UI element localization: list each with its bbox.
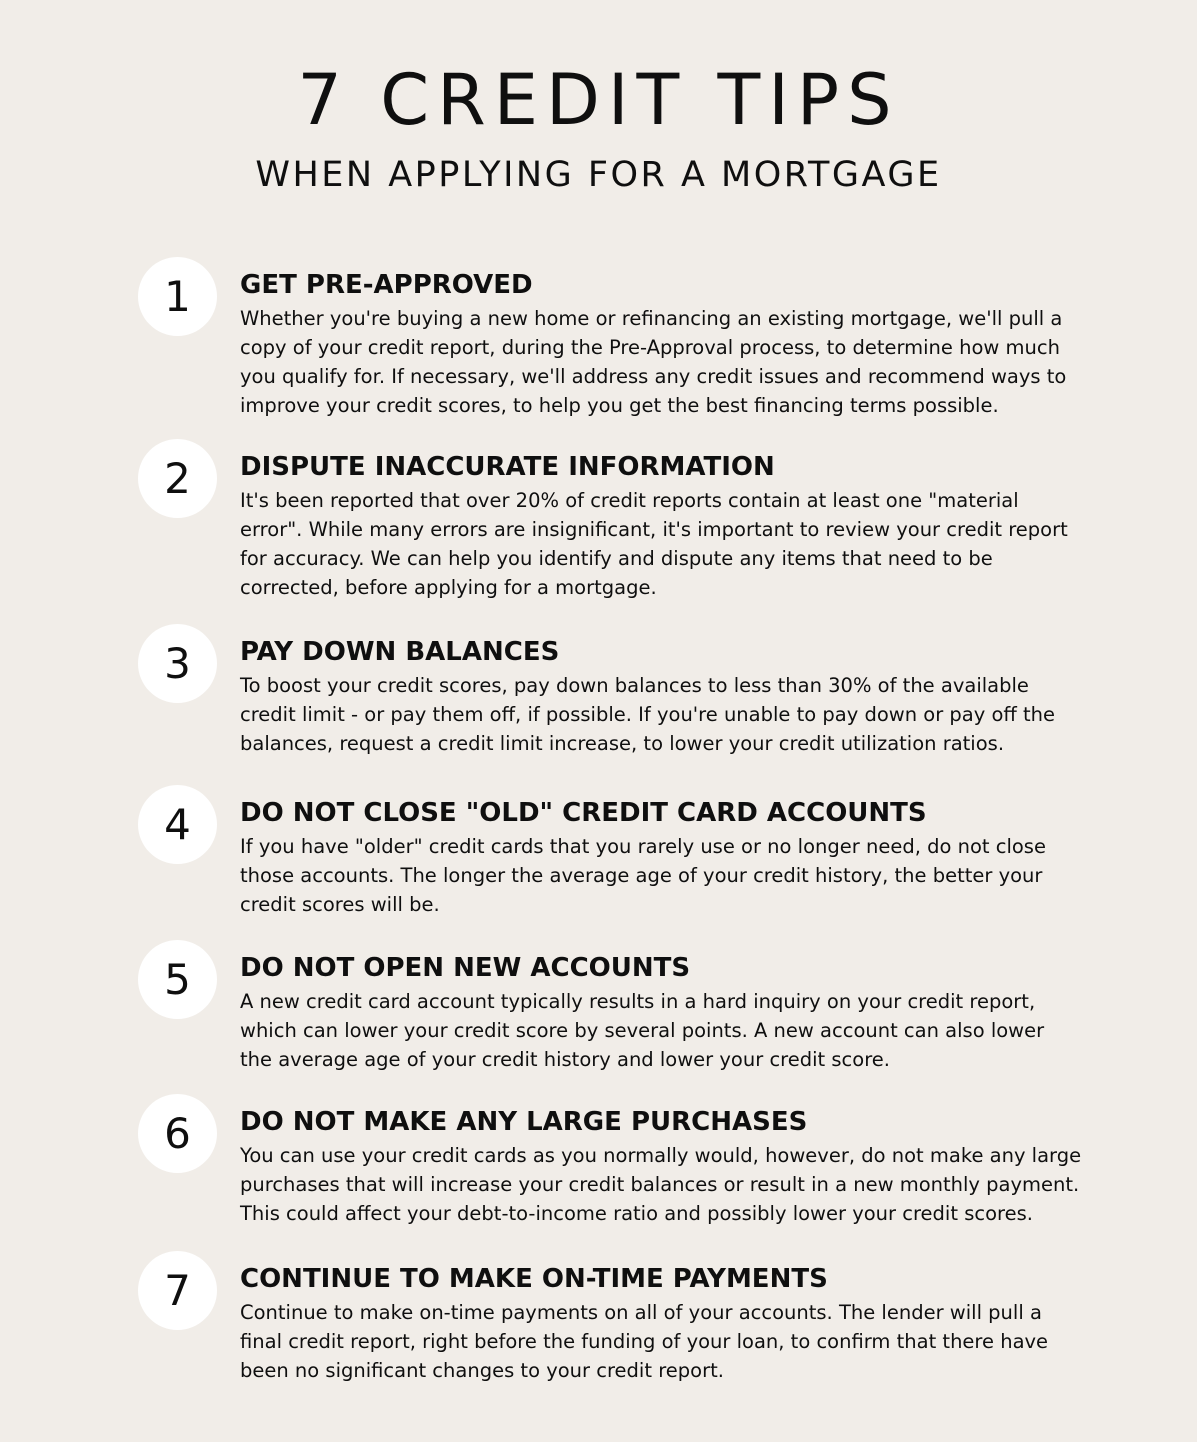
tip-body-line: Whether you're buying a new home or refinancing an existing mortgage, we'll pull a bbox=[240, 307, 1063, 330]
tip-heading: PAY DOWN BALANCES bbox=[240, 637, 560, 667]
tip-number-badge: 2 bbox=[138, 439, 217, 518]
tip-body bbox=[240, 304, 1145, 420]
tip-body-line: This could affect your debt-to-income ratio and possibly lower your credit scores. bbox=[240, 1202, 1033, 1225]
tip-body-line: those accounts. The longer the average age of your credit history, the better your bbox=[240, 864, 1043, 887]
tip-body-line: for accuracy. We can help you identify and dispute any items that need to be bbox=[240, 547, 993, 570]
tip-heading: DO NOT CLOSE "OLD" CREDIT CARD ACCOUNTS bbox=[240, 798, 927, 828]
tip-body-line: A new credit card account typically results in a hard inquiry on your credit report, bbox=[240, 990, 1036, 1013]
tip-body-line: error". While many errors are insignificant, it's important to review your credit report bbox=[240, 518, 1068, 541]
tip-body-line: credit limit - or pay them off, if possible. If you're unable to pay down or pay off the bbox=[240, 703, 1056, 726]
tip-body bbox=[240, 987, 1145, 1074]
tip-body-line: balances, request a credit limit increase, to lower your credit utilization ratios. bbox=[240, 732, 1005, 755]
tip-body-line: copy of your credit report, during the Pre-Approval process, to determine how much bbox=[240, 336, 1060, 359]
tip-body-line: If you have "older" credit cards that you rarely use or no longer need, do not close bbox=[240, 835, 1046, 858]
tip-body bbox=[240, 1141, 1145, 1228]
tip-number-badge: 1 bbox=[138, 257, 217, 336]
tip-number-badge: 5 bbox=[138, 940, 217, 1019]
tip-body bbox=[240, 671, 1145, 758]
tip-body-line: To boost your credit scores, pay down balances to less than 30% of the available bbox=[240, 674, 1029, 697]
tip-body-line: been no significant changes to your credit report. bbox=[240, 1359, 724, 1382]
tip-body-line: the average age of your credit history and lower your credit score. bbox=[240, 1048, 890, 1071]
tip-heading: DO NOT MAKE ANY LARGE PURCHASES bbox=[240, 1107, 808, 1137]
tip-body-line: you qualify for. If necessary, we'll address any credit issues and recommend ways to bbox=[240, 365, 1067, 388]
tip-body-line: improve your credit scores, to help you get the best financing terms possible. bbox=[240, 394, 999, 417]
tip-body-line: purchases that will increase your credit balances or result in a new monthly payment. bbox=[240, 1173, 1080, 1196]
tip-body-line: Continue to make on-time payments on all of your accounts. The lender will pull a bbox=[240, 1301, 1042, 1324]
tip-number-badge: 3 bbox=[138, 624, 217, 703]
tip-body-line: credit scores will be. bbox=[240, 893, 440, 916]
tip-heading: DISPUTE INACCURATE INFORMATION bbox=[240, 452, 775, 482]
tip-body-line: corrected, before applying for a mortgage. bbox=[240, 576, 657, 599]
tip-body bbox=[240, 832, 1145, 919]
tip-number-badge: 6 bbox=[138, 1094, 217, 1173]
tip-heading: DO NOT OPEN NEW ACCOUNTS bbox=[240, 953, 691, 983]
page-title: 7 CREDIT TIPS bbox=[297, 59, 900, 141]
tip-body-line: You can use your credit cards as you normally would, however, do not make any large bbox=[240, 1144, 1082, 1167]
tip-body-line: which can lower your credit score by several points. A new account can also lower bbox=[240, 1019, 1045, 1042]
page-subtitle: WHEN APPLYING FOR A MORTGAGE bbox=[255, 155, 942, 195]
tip-body bbox=[240, 486, 1145, 602]
tip-body-line: It's been reported that over 20% of credit reports contain at least one "material bbox=[240, 489, 1019, 512]
tip-number-badge: 4 bbox=[138, 785, 217, 864]
tip-body-line: final credit report, right before the funding of your loan, to confirm that there have bbox=[240, 1330, 1049, 1353]
tip-heading: GET PRE-APPROVED bbox=[240, 270, 533, 300]
tip-heading: CONTINUE TO MAKE ON-TIME PAYMENTS bbox=[240, 1264, 828, 1294]
tip-body bbox=[240, 1298, 1145, 1385]
tip-number-badge: 7 bbox=[138, 1251, 217, 1330]
